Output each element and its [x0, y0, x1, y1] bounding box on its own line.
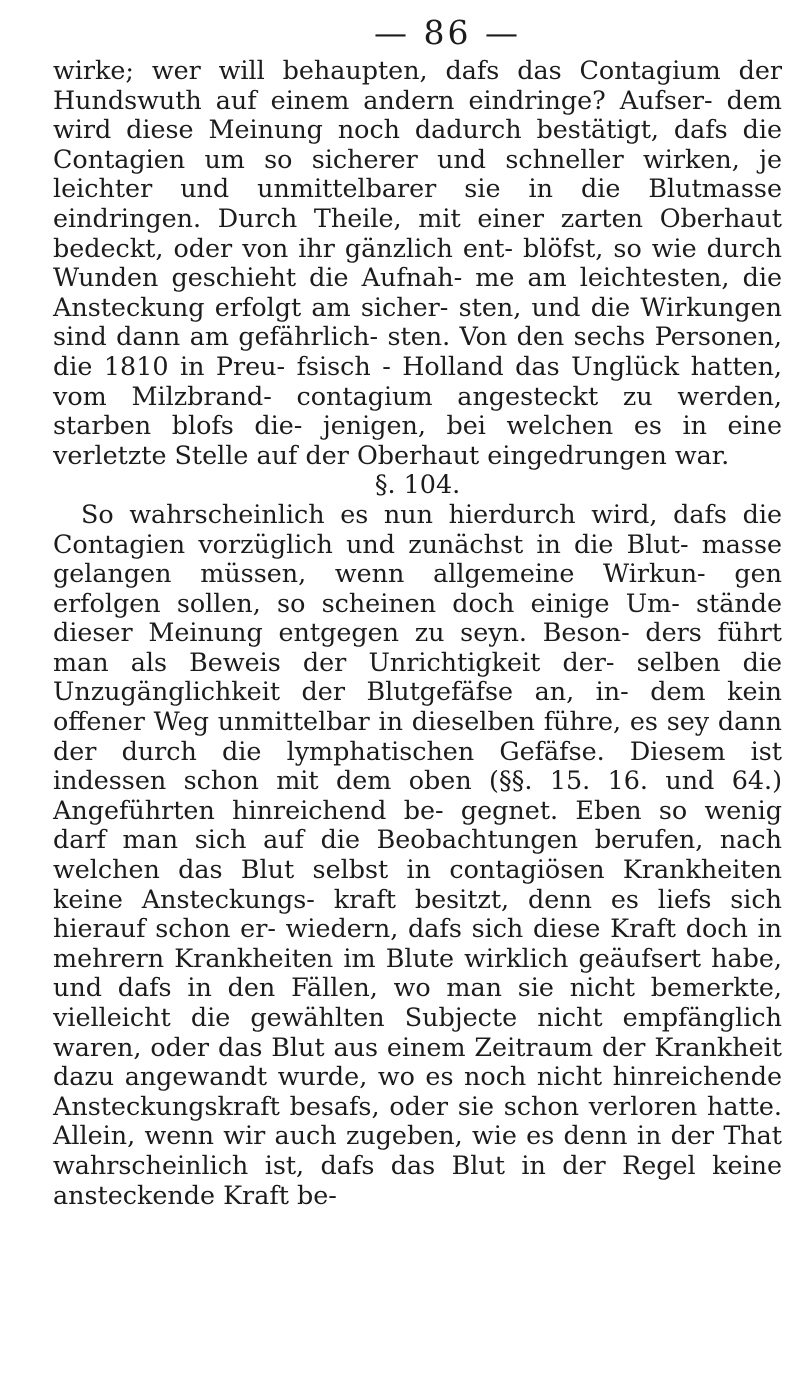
page-number: — 86 —: [374, 13, 521, 52]
section-heading: §. 104.: [374, 469, 461, 500]
paragraph-section-104: So wahrscheinlich es nun hierdurch wird, dafs die Contagien vorzüglich und zunächst in die Blut- masse gelangen müssen, wenn allgemeine Wirkun- gen erfolgen sollen, so scheinen doch einige Um- stände dieser Meinung entgegen zu seyn. Beson- ders führt man als Beweis der Unrichtigkeit der- selben die Unzugänglichkeit der Blutgefäfse an, in- dem kein offener Weg unmittelbar in dieselben führe, es sey dann der durch die lymphatischen Gefäfse. Diesem ist indessen schon mit dem oben (§§. 15. 16. und 64.) Angeführten hinreichend be- gegnet. Eben so wenig darf man sich auf die Beobachtungen berufen, nach welchen das Blut selbst in contagiösen Krankheiten keine Ansteckungs- kraft besitzt, denn es liefs sich hierauf schon er- wiedern, dafs sich diese Kraft doch in mehrern Krankheiten im Blute wirklich geäufsert habe, und dafs in den Fällen, wo man sie nicht bemerkte, vielleicht die gewählten Subjecte nicht empfänglich waren, oder das Blut aus einem Zeitraum der Krankheit dazu angewandt wurde, wo es noch nicht hinreichende Ansteckungskraft besafs, oder sie schon verloren hatte. Allein, wenn wir auch zugeben, wie es denn in der That wahrscheinlich ist, dafs das Blut in der Regel keine ansteckende Kraft be-: [53, 498, 782, 1210]
paragraph-continuation: wirke; wer will behaupten, dafs das Contagium der Hundswuth auf einem andern eindringe? Aufser- dem wird diese Meinung noch dadurch bestätigt, dafs die Contagien um so sicherer und schneller wirken, je leichter und unmittelbarer sie in die Blutmasse eindringen. Durch Theile, mit einer zarten Oberhaut bedeckt, oder von ihr gänzlich ent- blöfst, so wie durch Wunden geschieht die Aufnah- me am leichtesten, die Ansteckung erfolgt am sicher- sten, und die Wirkungen sind dann am gefährlich- sten. Von den sechs Personen, die 1810 in Preu- fsisch - Holland das Unglück hatten, vom Milzbrand- contagium angesteckt zu werden, starben blofs die- jenigen, bei welchen es in eine verletzte Stelle auf der Oberhaut eingedrungen war.: [53, 55, 782, 470]
